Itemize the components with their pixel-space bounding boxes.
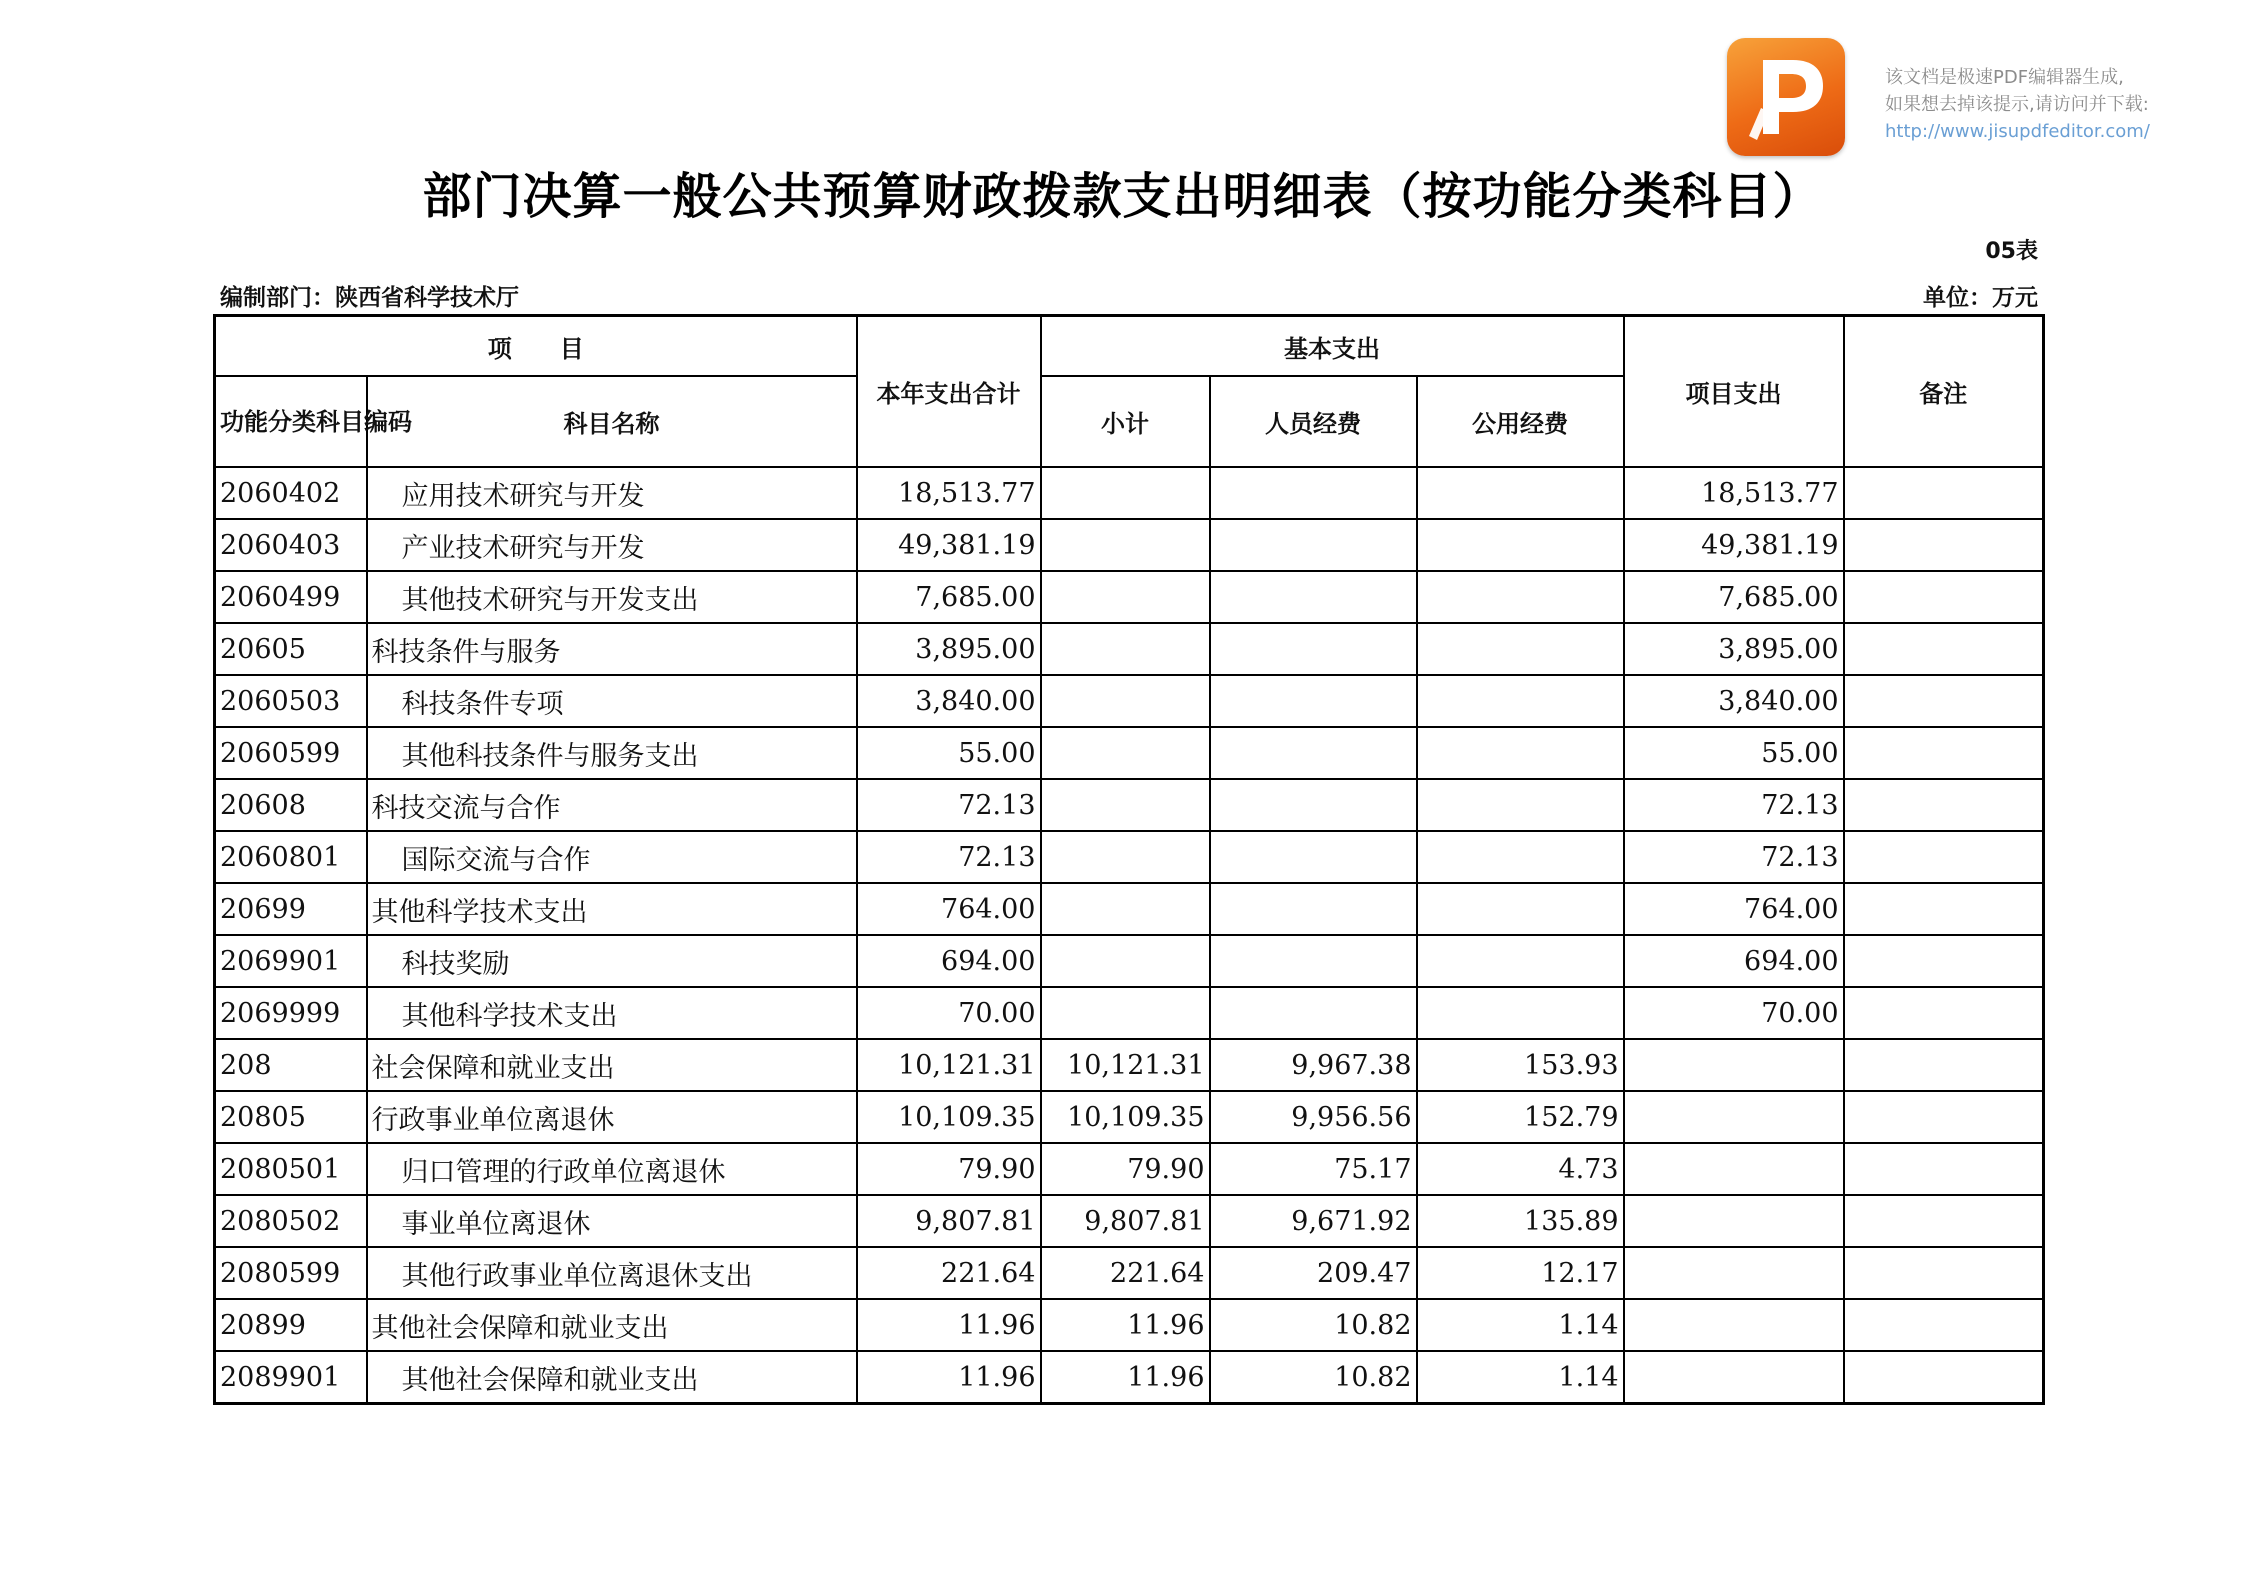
row-note-cell (1844, 1299, 2044, 1351)
row-project-cell: 7,685.00 (1624, 571, 1844, 623)
row-name-cell: 科技条件与服务 (367, 623, 857, 675)
row-total-cell: 72.13 (857, 831, 1041, 883)
row-code-cell: 20699 (215, 883, 367, 935)
row-total-cell: 79.90 (857, 1143, 1041, 1195)
row-project-cell: 55.00 (1624, 727, 1844, 779)
row-code-cell: 20899 (215, 1299, 367, 1351)
row-subtotal-cell: 79.90 (1041, 1143, 1210, 1195)
row-note-cell (1844, 1247, 2044, 1299)
table-row (215, 831, 2044, 883)
row-note-cell (1844, 1143, 2044, 1195)
row-name-cell: 其他技术研究与开发支出 (367, 571, 857, 623)
row-total-cell: 55.00 (857, 727, 1041, 779)
row-public-cell: 4.73 (1417, 1143, 1624, 1195)
row-name-cell: 国际交流与合作 (367, 831, 857, 883)
watermark-line-2: 如果想去掉该提示,请访问并下载: (1885, 94, 2149, 115)
row-personnel-cell: 9,956.56 (1210, 1091, 1417, 1143)
table-row (215, 467, 2044, 519)
row-name-cell: 其他社会保障和就业支出 (367, 1299, 857, 1351)
row-personnel-cell: 75.17 (1210, 1143, 1417, 1195)
row-subtotal-cell: 10,109.35 (1041, 1091, 1210, 1143)
row-project-cell: 49,381.19 (1624, 519, 1844, 571)
row-personnel-cell (1210, 467, 1417, 519)
pdf-editor-logo-icon (1727, 38, 1845, 156)
row-personnel-cell (1210, 779, 1417, 831)
row-note-cell (1844, 623, 2044, 675)
row-personnel-cell: 9,967.38 (1210, 1039, 1417, 1091)
row-name-cell: 其他科学技术支出 (367, 987, 857, 1039)
row-code-cell: 20805 (215, 1091, 367, 1143)
row-project-cell: 3,840.00 (1624, 675, 1844, 727)
row-subtotal-cell (1041, 831, 1210, 883)
row-note-cell (1844, 1039, 2044, 1091)
row-code-cell: 208 (215, 1039, 367, 1091)
row-total-cell: 7,685.00 (857, 571, 1041, 623)
row-subtotal-cell (1041, 519, 1210, 571)
row-total-cell: 221.64 (857, 1247, 1041, 1299)
row-personnel-cell: 10.82 (1210, 1351, 1417, 1404)
row-total-cell: 49,381.19 (857, 519, 1041, 571)
row-code-cell: 2080502 (215, 1195, 367, 1247)
row-personnel-cell (1210, 727, 1417, 779)
row-public-cell: 12.17 (1417, 1247, 1624, 1299)
table-row (215, 883, 2044, 935)
row-subtotal-cell (1041, 779, 1210, 831)
header-code: 功能分类科目编码 (215, 376, 367, 467)
row-name-cell: 科技条件专项 (367, 675, 857, 727)
table-row (215, 779, 2044, 831)
table-body (215, 467, 2044, 1404)
header-public: 公用经费 (1417, 376, 1624, 467)
row-subtotal-cell: 11.96 (1041, 1351, 1210, 1404)
table-row (215, 1039, 2044, 1091)
header-subtotal: 小计 (1041, 376, 1210, 467)
row-code-cell: 20608 (215, 779, 367, 831)
header-project: 项目支出 (1624, 316, 1844, 468)
table-row (215, 571, 2044, 623)
row-note-cell (1844, 467, 2044, 519)
row-note-cell (1844, 519, 2044, 571)
row-personnel-cell (1210, 571, 1417, 623)
table-row (215, 1351, 2044, 1404)
table-row (215, 519, 2044, 571)
row-personnel-cell (1210, 987, 1417, 1039)
row-total-cell: 18,513.77 (857, 467, 1041, 519)
row-project-cell: 72.13 (1624, 831, 1844, 883)
expenditure-table (213, 314, 2045, 1405)
row-code-cell: 2060403 (215, 519, 367, 571)
row-note-cell (1844, 883, 2044, 935)
header-basic: 基本支出 (1041, 316, 1624, 377)
row-subtotal-cell: 9,807.81 (1041, 1195, 1210, 1247)
row-public-cell (1417, 987, 1624, 1039)
row-public-cell: 1.14 (1417, 1351, 1624, 1404)
unit-label: 单位：万元 (1923, 285, 2038, 311)
row-project-cell (1624, 1039, 1844, 1091)
row-name-cell: 事业单位离退休 (367, 1195, 857, 1247)
row-note-cell (1844, 1091, 2044, 1143)
row-code-cell: 2089901 (215, 1351, 367, 1404)
watermark-line-1: 该文档是极速PDF编辑器生成, (1885, 67, 2124, 88)
table-row (215, 675, 2044, 727)
row-public-cell (1417, 779, 1624, 831)
row-note-cell (1844, 779, 2044, 831)
row-public-cell (1417, 467, 1624, 519)
row-total-cell: 10,109.35 (857, 1091, 1041, 1143)
table-row (215, 935, 2044, 987)
row-project-cell (1624, 1195, 1844, 1247)
table-row (215, 987, 2044, 1039)
row-project-cell (1624, 1091, 1844, 1143)
row-total-cell: 11.96 (857, 1299, 1041, 1351)
row-total-cell: 11.96 (857, 1351, 1041, 1404)
row-public-cell (1417, 831, 1624, 883)
row-project-cell (1624, 1247, 1844, 1299)
row-note-cell (1844, 987, 2044, 1039)
row-personnel-cell: 10.82 (1210, 1299, 1417, 1351)
row-code-cell: 2069901 (215, 935, 367, 987)
row-subtotal-cell: 10,121.31 (1041, 1039, 1210, 1091)
table-row (215, 623, 2044, 675)
row-total-cell: 9,807.81 (857, 1195, 1041, 1247)
row-code-cell: 2080501 (215, 1143, 367, 1195)
row-project-cell: 3,895.00 (1624, 623, 1844, 675)
row-public-cell (1417, 727, 1624, 779)
row-name-cell: 归口管理的行政单位离退休 (367, 1143, 857, 1195)
row-project-cell: 18,513.77 (1624, 467, 1844, 519)
row-name-cell: 应用技术研究与开发 (367, 467, 857, 519)
header-personnel: 人员经费 (1210, 376, 1417, 467)
row-subtotal-cell (1041, 623, 1210, 675)
row-subtotal-cell: 11.96 (1041, 1299, 1210, 1351)
row-subtotal-cell (1041, 727, 1210, 779)
row-public-cell: 152.79 (1417, 1091, 1624, 1143)
row-note-cell (1844, 1351, 2044, 1404)
row-total-cell: 70.00 (857, 987, 1041, 1039)
row-code-cell: 2060599 (215, 727, 367, 779)
row-project-cell: 764.00 (1624, 883, 1844, 935)
row-subtotal-cell (1041, 883, 1210, 935)
row-total-cell: 3,840.00 (857, 675, 1041, 727)
row-public-cell (1417, 675, 1624, 727)
row-personnel-cell (1210, 935, 1417, 987)
row-subtotal-cell: 221.64 (1041, 1247, 1210, 1299)
row-personnel-cell (1210, 883, 1417, 935)
row-project-cell: 72.13 (1624, 779, 1844, 831)
row-code-cell: 20605 (215, 623, 367, 675)
header-item: 项 目 (215, 316, 857, 377)
row-note-cell (1844, 935, 2044, 987)
page-title: 部门决算一般公共预算财政拨款支出明细表（按功能分类科目） (422, 168, 1823, 225)
row-name-cell: 行政事业单位离退休 (367, 1091, 857, 1143)
row-code-cell: 2060499 (215, 571, 367, 623)
row-name-cell: 其他科学技术支出 (367, 883, 857, 935)
row-code-cell: 2069999 (215, 987, 367, 1039)
row-note-cell (1844, 675, 2044, 727)
row-subtotal-cell (1041, 675, 1210, 727)
row-note-cell (1844, 571, 2044, 623)
row-project-cell (1624, 1351, 1844, 1404)
table-row (215, 727, 2044, 779)
row-project-cell (1624, 1143, 1844, 1195)
row-personnel-cell (1210, 519, 1417, 571)
row-subtotal-cell (1041, 935, 1210, 987)
header-note: 备注 (1844, 316, 2044, 468)
row-code-cell: 2060801 (215, 831, 367, 883)
row-note-cell (1844, 1195, 2044, 1247)
row-total-cell: 3,895.00 (857, 623, 1041, 675)
row-subtotal-cell (1041, 987, 1210, 1039)
row-personnel-cell (1210, 675, 1417, 727)
table-row (215, 1143, 2044, 1195)
table-row (215, 1299, 2044, 1351)
row-name-cell: 科技交流与合作 (367, 779, 857, 831)
row-public-cell (1417, 571, 1624, 623)
row-personnel-cell (1210, 623, 1417, 675)
row-public-cell (1417, 623, 1624, 675)
row-personnel-cell: 9,671.92 (1210, 1195, 1417, 1247)
row-name-cell: 其他科技条件与服务支出 (367, 727, 857, 779)
row-project-cell (1624, 1299, 1844, 1351)
department-label: 编制部门：陕西省科学技术厅 (220, 285, 519, 311)
row-public-cell: 1.14 (1417, 1299, 1624, 1351)
row-public-cell (1417, 519, 1624, 571)
row-subtotal-cell (1041, 571, 1210, 623)
table-number: 05表 (1985, 239, 2038, 264)
row-total-cell: 694.00 (857, 935, 1041, 987)
header-name: 科目名称 (367, 376, 857, 467)
row-name-cell: 其他社会保障和就业支出 (367, 1351, 857, 1404)
row-public-cell (1417, 935, 1624, 987)
row-name-cell: 其他行政事业单位离退休支出 (367, 1247, 857, 1299)
row-total-cell: 764.00 (857, 883, 1041, 935)
row-subtotal-cell (1041, 467, 1210, 519)
watermark-notice (1885, 64, 2150, 145)
row-code-cell: 2060503 (215, 675, 367, 727)
row-code-cell: 2060402 (215, 467, 367, 519)
row-code-cell: 2080599 (215, 1247, 367, 1299)
table-row (215, 1247, 2044, 1299)
row-total-cell: 72.13 (857, 779, 1041, 831)
row-public-cell (1417, 883, 1624, 935)
row-project-cell: 694.00 (1624, 935, 1844, 987)
row-personnel-cell (1210, 831, 1417, 883)
row-note-cell (1844, 831, 2044, 883)
header-total: 本年支出合计 (857, 316, 1041, 468)
row-name-cell: 科技奖励 (367, 935, 857, 987)
row-personnel-cell: 209.47 (1210, 1247, 1417, 1299)
row-project-cell: 70.00 (1624, 987, 1844, 1039)
row-total-cell: 10,121.31 (857, 1039, 1041, 1091)
row-public-cell: 135.89 (1417, 1195, 1624, 1247)
row-note-cell (1844, 727, 2044, 779)
row-name-cell: 产业技术研究与开发 (367, 519, 857, 571)
table-row (215, 1195, 2044, 1247)
row-name-cell: 社会保障和就业支出 (367, 1039, 857, 1091)
row-public-cell: 153.93 (1417, 1039, 1624, 1091)
watermark-link[interactable]: http://www.jisupdfeditor.com/ (1885, 121, 2150, 142)
table-row (215, 1091, 2044, 1143)
